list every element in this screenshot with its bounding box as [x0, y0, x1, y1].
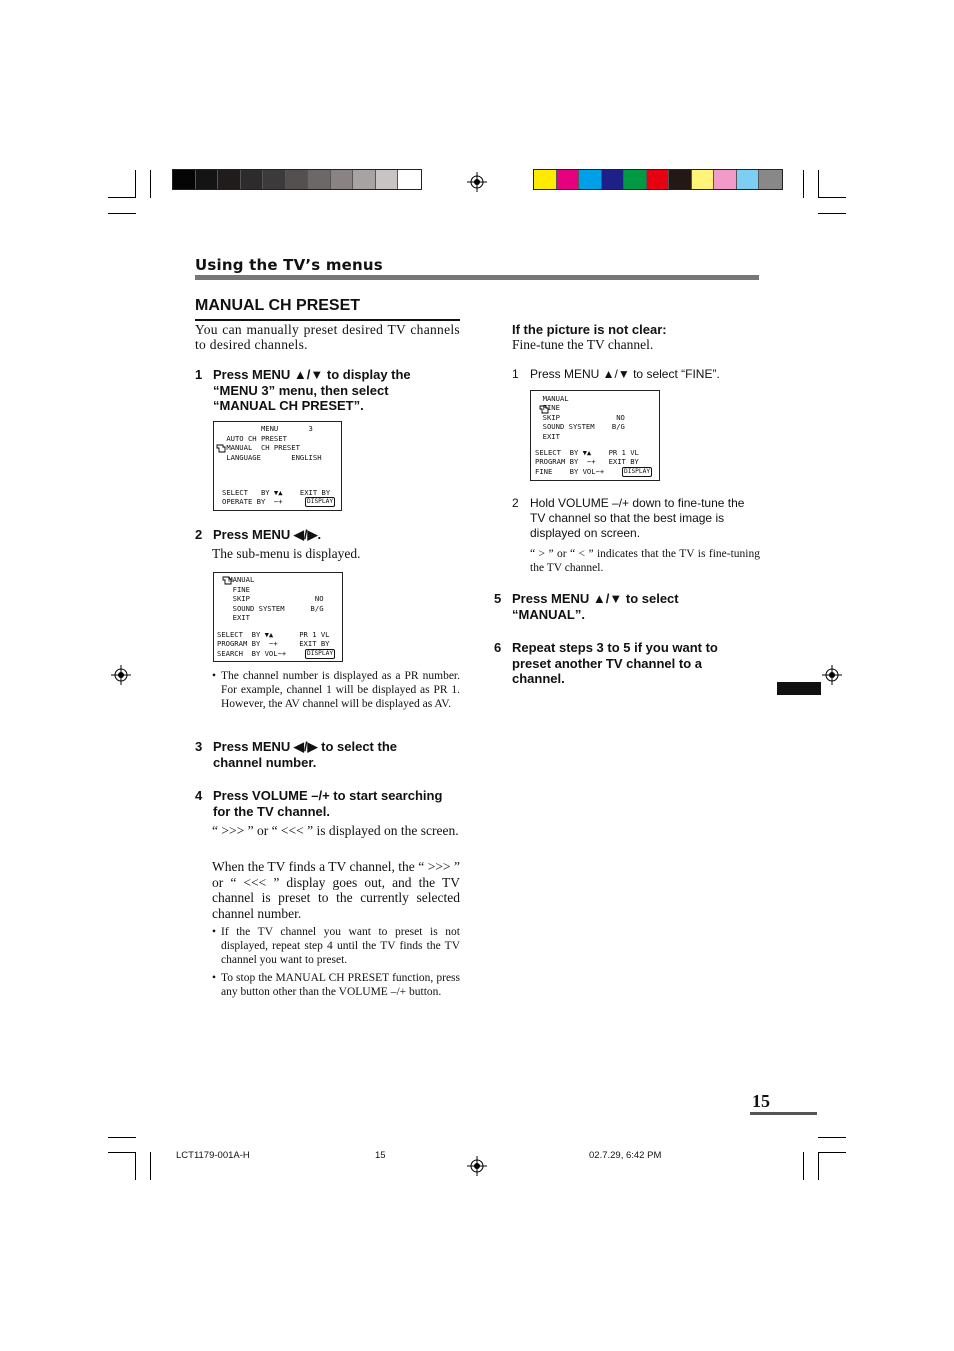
step-5-line: Press MENU ▲/▼ to select — [512, 591, 679, 606]
color-swatch — [263, 170, 286, 189]
color-swatch — [353, 170, 376, 189]
step-4-line: Press VOLUME –/+ to start searching — [213, 788, 443, 803]
osd-line: MANUAL — [534, 394, 569, 403]
bullet-icon: • — [212, 670, 217, 682]
crop-mark — [108, 197, 136, 198]
osd-line: FINE — [534, 403, 560, 412]
step-4-note-1: • If the TV channel you want to preset is not displayed, repeat step 4 until the TV finds the TV channel you want to preset. — [212, 926, 460, 966]
crop-mark — [108, 1152, 136, 1153]
color-swatch — [308, 170, 331, 189]
display-button-label: DISPLAY — [624, 468, 651, 475]
step-1-line: “MENU 3” menu, then select — [213, 382, 389, 398]
color-swatch — [196, 170, 219, 189]
color-swatch — [331, 170, 354, 189]
step-3-line: channel number. — [213, 754, 317, 770]
osd-line: SELECT BY ▼▲ PR 1 VL — [535, 448, 639, 457]
step-2 — [195, 527, 465, 543]
bullet-icon: • — [212, 972, 217, 984]
color-bar — [533, 169, 783, 190]
crop-mark — [818, 1152, 846, 1153]
page-number: 15 — [752, 1091, 770, 1111]
step-4-line: for the TV channel. — [213, 803, 331, 819]
osd-line: MANUAL CH PRESET — [222, 443, 300, 452]
step-5-line: “MANUAL”. — [512, 606, 585, 622]
color-swatch — [241, 170, 264, 189]
not-clear-heading: If the picture is not clear: — [512, 322, 667, 337]
color-swatch — [624, 170, 647, 189]
footer-date: 02.7.29, 6:42 PM — [589, 1150, 662, 1161]
step-number: 2 — [195, 527, 203, 542]
osd-line: FINE — [224, 585, 250, 594]
bullet-icon: • — [212, 926, 217, 938]
color-swatch — [714, 170, 737, 189]
crop-mark — [818, 1152, 819, 1180]
color-swatch — [218, 170, 241, 189]
step-1-line: “MANUAL CH PRESET”. — [213, 398, 364, 413]
color-swatch — [534, 170, 557, 189]
osd-line: SELECT BY ▼▲ EXIT BY — [222, 488, 331, 497]
section-title: Using the TV’s menus — [195, 256, 383, 274]
crop-mark — [818, 170, 819, 198]
registration-mark-icon — [467, 1156, 487, 1176]
color-swatch — [647, 170, 670, 189]
step-number: 4 — [195, 788, 203, 803]
osd-line: SELECT BY ▼▲ PR 1 VL — [217, 630, 330, 639]
crop-mark — [803, 170, 804, 198]
color-swatch — [692, 170, 715, 189]
osd-line: SKIP NO — [534, 413, 625, 422]
crop-mark — [818, 197, 846, 198]
osd-manual-screen — [213, 572, 343, 662]
osd-line: SOUND SYSTEM B/G — [224, 604, 324, 613]
crop-mark — [818, 1137, 846, 1138]
step-2-text: Press MENU ◀/▶. — [213, 527, 322, 542]
osd-fine-screen — [530, 390, 660, 481]
step-6-line: Repeat steps 3 to 5 if you want to — [512, 640, 718, 655]
osd-line: OPERATE BY −+ — [222, 497, 283, 506]
step-4 — [195, 788, 465, 820]
display-button-label: DISPLAY — [307, 650, 334, 657]
pointing-hand-icon — [216, 443, 226, 453]
crop-mark — [803, 1152, 804, 1180]
osd-line: PROGRAM BY −+ EXIT BY — [217, 639, 330, 648]
fine-substep-2-number: 2 — [512, 496, 519, 510]
footer-page: 15 — [375, 1150, 386, 1161]
osd-line: EXIT — [224, 613, 250, 622]
section-rule — [195, 275, 759, 280]
pointing-hand-icon — [222, 575, 232, 585]
step-6 — [494, 640, 764, 688]
osd-line: PROGRAM BY −+ EXIT BY — [535, 457, 639, 466]
color-swatch — [759, 170, 782, 189]
crop-mark — [150, 170, 151, 198]
crop-mark — [135, 170, 136, 198]
osd-line: MENU 3 — [222, 424, 313, 433]
color-swatch — [602, 170, 625, 189]
pointing-hand-icon — [539, 404, 549, 414]
registration-mark-icon — [467, 172, 487, 192]
step-1 — [195, 367, 465, 415]
osd-line: SEARCH BY VOL−+ — [217, 649, 287, 658]
step-4-paragraph-1: “ >>> ” or “ <<< ” is displayed on the screen. — [212, 823, 459, 838]
step-number: 6 — [494, 640, 502, 655]
color-swatch — [286, 170, 309, 189]
intro-paragraph: You can manually preset desired TV channels to desired channels. — [195, 322, 460, 352]
step-number: 1 — [195, 367, 203, 382]
crop-mark — [818, 213, 846, 214]
step-2-subtext: The sub-menu is displayed. — [212, 546, 361, 561]
osd-line: EXIT — [534, 432, 560, 441]
registration-mark-icon — [111, 665, 131, 685]
osd-menu3-screen — [213, 421, 342, 511]
color-swatch — [737, 170, 760, 189]
display-button-label: DISPLAY — [307, 498, 334, 505]
step-6-line: channel. — [512, 671, 565, 686]
manual-ch-preset-title: MANUAL CH PRESET — [195, 297, 361, 314]
note-pr-number: • The channel number is displayed as a PR number. For example, channel 1 will be displayed as PR 1. However, the AV channel will be displayed as AV. — [212, 670, 460, 710]
color-swatch — [376, 170, 399, 189]
gray-color-bar — [172, 169, 422, 190]
step-6-line: preset another TV channel to a — [512, 655, 702, 671]
osd-line: AUTO CH PRESET — [222, 434, 287, 443]
step-3-line: Press MENU ◀/▶ to select the — [213, 739, 397, 754]
fine-substep-1-number: 1 — [512, 367, 519, 381]
step-number: 3 — [195, 739, 203, 754]
fine-substep-2-note: “ > ” or “ < ” indicates that the TV is fine-tuning the TV channel. — [530, 548, 760, 574]
color-swatch — [398, 170, 421, 189]
step-4-paragraph-2: When the TV finds a TV channel, the “ >>> ” or “ <<< ” display goes out, and the TV channel is preset to the currently selected channel number. — [212, 859, 460, 921]
crop-mark — [108, 213, 136, 214]
fine-substep-1: Press MENU ▲/▼ to select “FINE”. — [530, 367, 720, 381]
osd-line: FINE BY VOL−+ — [535, 467, 605, 476]
page-number-rule — [750, 1112, 817, 1115]
color-swatch — [669, 170, 692, 189]
fine-substep-2: Hold VOLUME –/+ down to fine-tune the TV channel so that the best image is displayed on screen. — [530, 496, 745, 540]
registration-mark-icon — [822, 665, 842, 685]
step-5 — [494, 591, 764, 623]
step-1-line: Press MENU ▲/▼ to display the — [213, 367, 411, 382]
color-swatch — [557, 170, 580, 189]
color-swatch — [173, 170, 196, 189]
subsection-rule — [195, 319, 460, 321]
step-4-note-2: • To stop the MANUAL CH PRESET function, press any button other than the VOLUME –/+ button. — [212, 972, 460, 998]
osd-line: SKIP NO — [224, 594, 324, 603]
crop-mark — [150, 1152, 151, 1180]
step-3 — [195, 739, 465, 771]
crop-mark — [108, 1137, 136, 1138]
section-tab-marker — [777, 682, 821, 695]
footer-doc-code: LCT1179-001A-H — [176, 1150, 250, 1161]
osd-line: LANGUAGE ENGLISH — [222, 453, 322, 462]
not-clear-text: Fine-tune the TV channel. — [512, 337, 654, 352]
osd-line: SOUND SYSTEM B/G — [534, 422, 625, 431]
color-swatch — [579, 170, 602, 189]
crop-mark — [135, 1152, 136, 1180]
osd-line: MANUAL — [224, 575, 255, 584]
step-number: 5 — [494, 591, 502, 606]
